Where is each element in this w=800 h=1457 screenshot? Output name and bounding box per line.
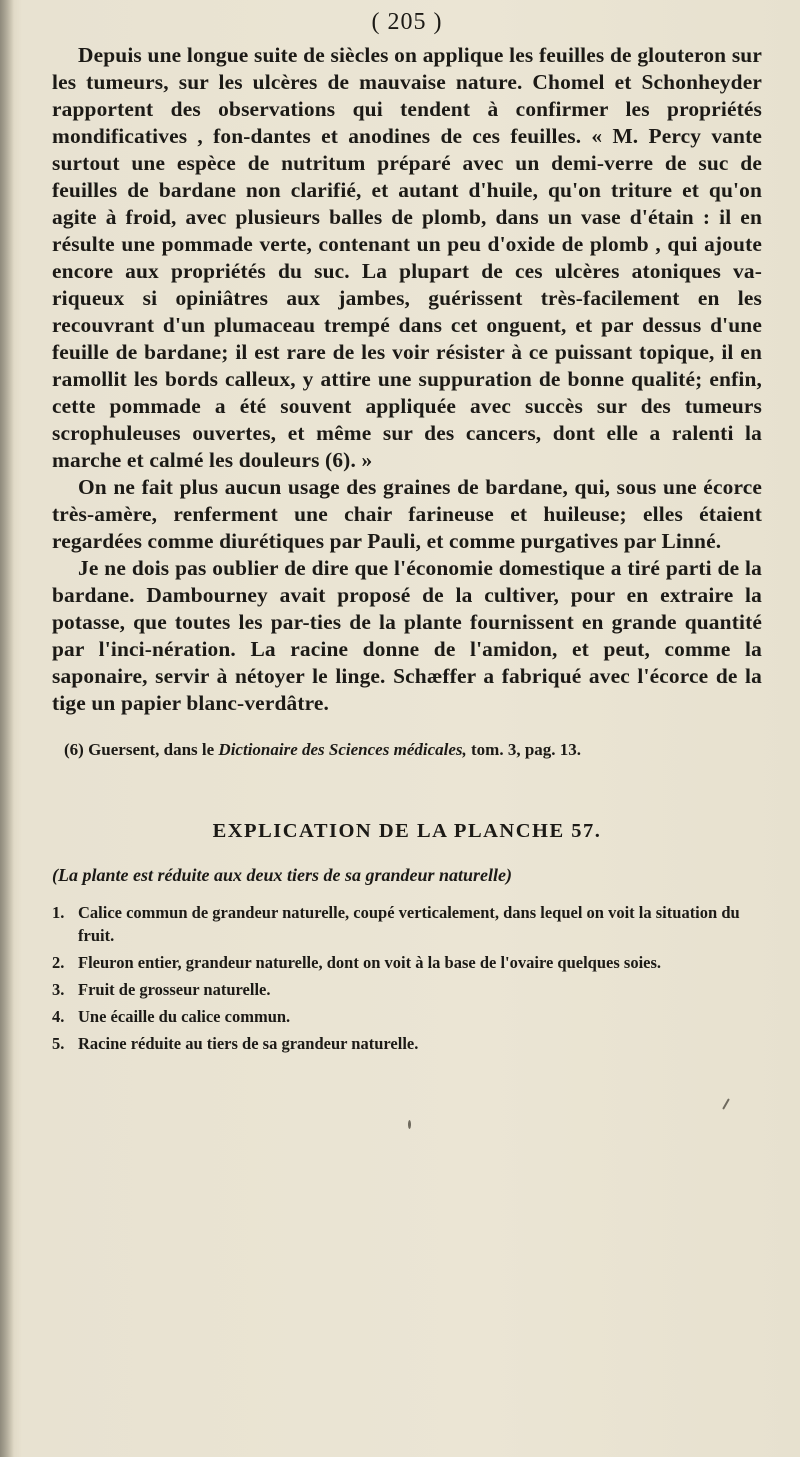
legend-item-text: Une écaille du calice commun. [78,1007,291,1026]
footnote-source-title: Dictionaire des Sciences médicales, [218,740,467,759]
legend-item-text: Calice commun de grandeur naturelle, coupé verticalement, dans lequel on voit la situation du fruit. [78,903,740,945]
legend-item-number: 2. [52,953,65,972]
paragraph-domestic-economy: Je ne dois pas oublier de dire que l'économie domestique a tiré parti de la bardane. Dambourney avait proposé de la cultiver, pour en extraire la potasse, que toutes les par-ties de la plante fournissent en grande quantité par l'inci-nération. La racine donne de l'amidon, et peut, comme la saponaire, servir à nétoyer le linge. Schæffer a fabriqué avec l'écorce de la tige un papier blanc-verdâtre. [52,556,762,715]
legend-item-number: 3. [52,980,65,999]
plate-title: EXPLICATION DE LA PLANCHE 57. [212,820,602,842]
footnote-lead: Guersent, dans le [88,740,215,759]
paper-speck [408,1120,411,1129]
legend-item [52,978,762,1001]
page-content [52,6,762,1059]
legend-item-number: 5. [52,1034,65,1053]
plate-legend [52,901,762,1055]
page-number: ( 205 ) [371,9,443,35]
legend-item-text: Racine réduite au tiers de sa grandeur naturelle. [78,1034,419,1053]
legend-item [52,951,762,974]
paragraph-burdock-leaves: Depuis une longue suite de siècles on applique les feuilles de glouteron sur les tumeurs, sur les ulcères de mauvaise nature. Chomel et Schonheyder rapportent des observations qui tendent à confirmer les propriétés mondificatives , fon-dantes et anodines de ces feuilles. « M. Percy vante surtout une espèce de nutritum préparé avec un demi-verre de suc de feuilles de bardane non clarifié, et autant d'huile, qu'on triture et qu'on agite à froid, avec plusieurs balles de plomb, dans un vase d'étain : il en résulte une pommade verte, contenant un peu d'oxide de plomb , qui ajoute encore aux propriétés du suc. La plupart de ces ulcères atoniques va-riqueux si opiniâtres aux jambes, guérissent très-facilement en les recouvrant d'un plumaceau trempé dans cet onguent, et par dessus d'une feuille de bardane; il est rare de les voir résister à ce puissant topique, il en ramollit les bords calleux, y attire une suppuration de bonne qualité; enfin, cette pommade a été souvent appliquée avec succès sur des tumeurs scrophuleuses ouvertes, et même sur des cancers, dont elle a ralenti la marche et calmé les douleurs (6). » [52,43,762,472]
paper-speck [722,1098,730,1109]
legend-item-text: Fleuron entier, grandeur naturelle, dont on voit à la base de l'ovaire quelques soies. [78,953,662,972]
footnote-tail: tom. 3, pag. 13. [471,740,582,759]
legend-item-number: 1. [52,903,65,922]
legend-item [52,1032,762,1055]
footnote [52,739,762,761]
legend-item-text: Fruit de grosseur naturelle. [78,980,271,999]
legend-item-number: 4. [52,1007,65,1026]
legend-item [52,901,762,947]
paragraph-burdock-seeds: On ne fait plus aucun usage des graines de bardane, qui, sous une écorce très-amère, renferment une chair farineuse et huileuse; elles étaient regardées comme diurétiques par Pauli, et comme purgatives par Linné. [52,475,762,553]
page-gutter-shadow [0,0,14,1457]
plate-subtitle: (La plante est réduite aux deux tiers de sa grandeur naturelle) [52,865,513,885]
legend-item [52,1005,762,1028]
footnote-marker: (6) [64,740,84,759]
